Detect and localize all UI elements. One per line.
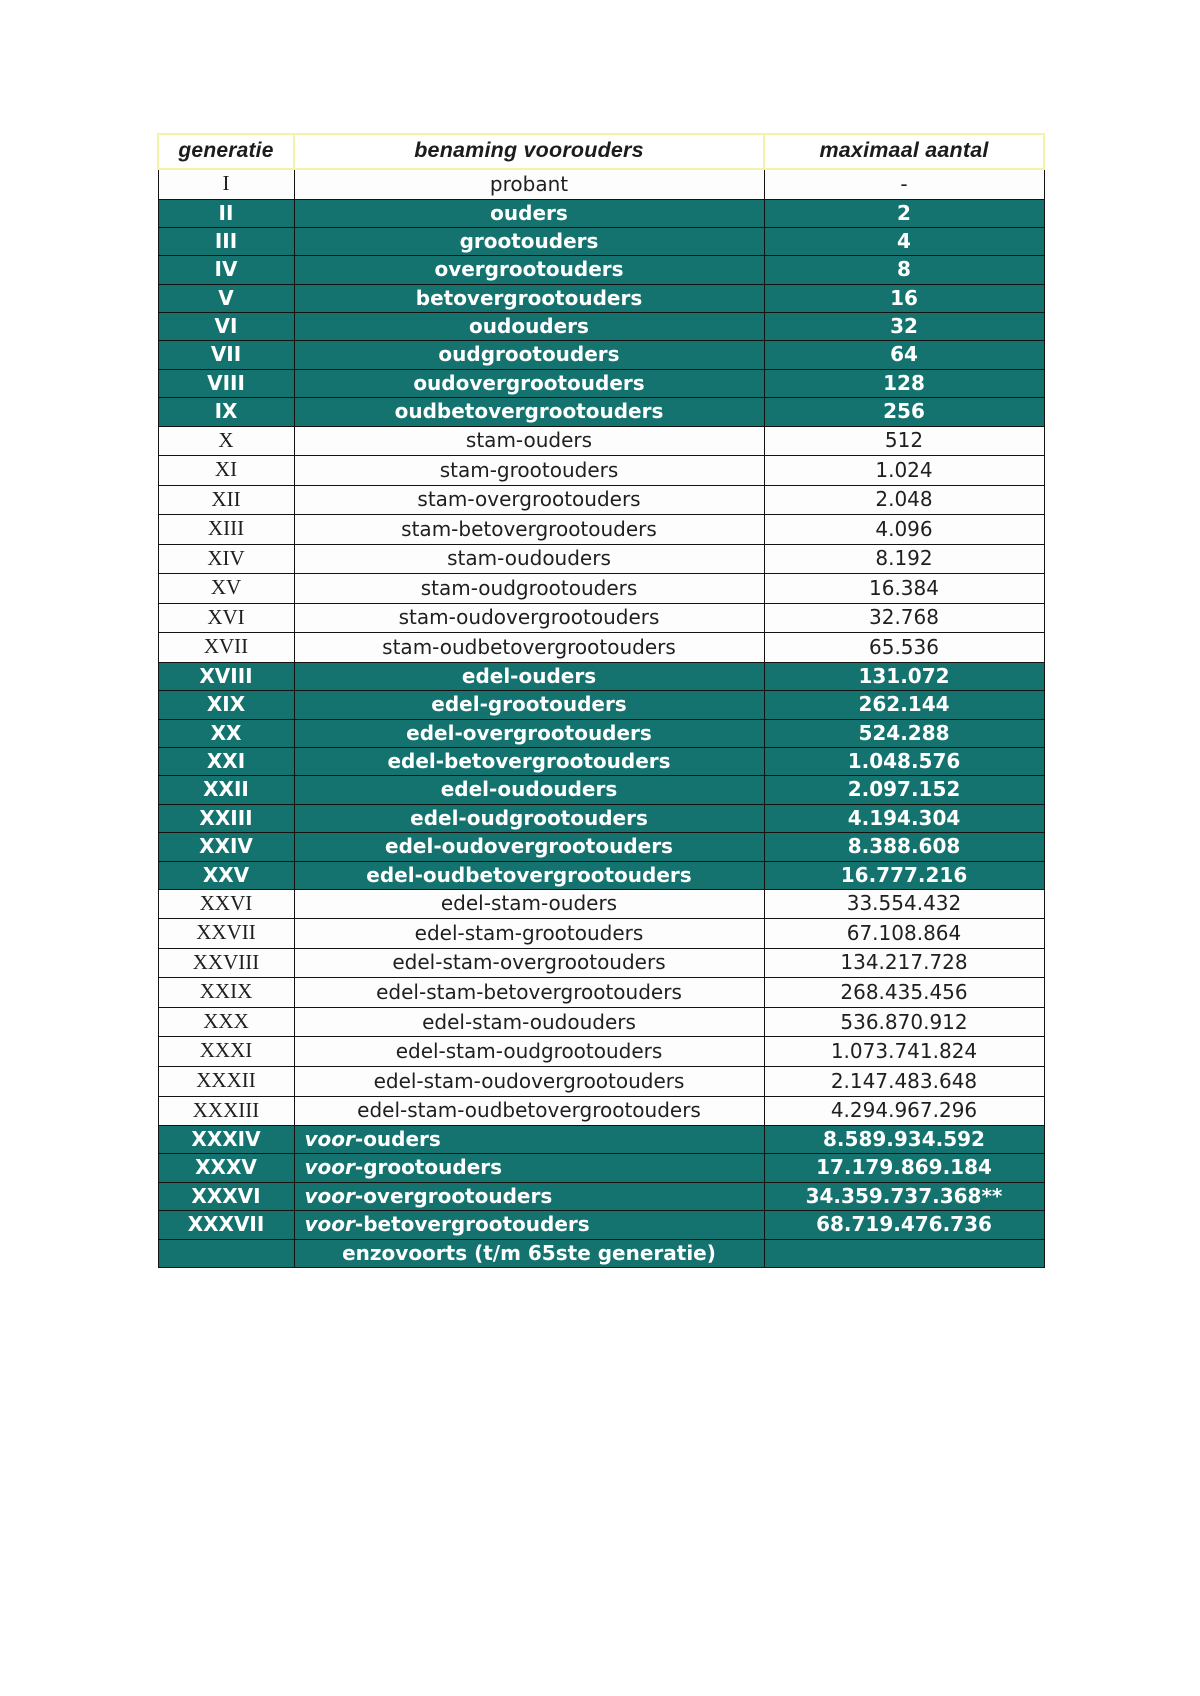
cell-generatie: VI: [158, 313, 294, 341]
cell-benaming: edel-stam-oudgrootouders: [294, 1037, 764, 1067]
cell-maximaal-aantal: 16.384: [764, 574, 1044, 604]
cell-maximaal-aantal: [764, 1239, 1044, 1267]
table-row: [158, 426, 1044, 456]
table-row: [158, 574, 1044, 604]
cell-generatie: XVII: [158, 633, 294, 663]
cell-maximaal-aantal: 134.217.728: [764, 948, 1044, 978]
cell-generatie: XXXIV: [158, 1126, 294, 1154]
table-row: [158, 169, 1044, 199]
cell-generatie: XX: [158, 719, 294, 747]
cell-generatie: XXV: [158, 861, 294, 889]
table-row: [158, 199, 1044, 227]
benaming-italic-prefix: voor: [304, 1155, 355, 1180]
cell-generatie: XXVI: [158, 889, 294, 919]
table-row: [158, 662, 1044, 690]
table-row: [158, 833, 1044, 861]
cell-generatie: XXXVII: [158, 1211, 294, 1239]
cell-benaming: edel-stam-grootouders: [294, 919, 764, 949]
column-header-generatie: generatie: [158, 134, 294, 169]
cell-generatie: XII: [158, 485, 294, 515]
cell-maximaal-aantal: 8: [764, 256, 1044, 284]
cell-generatie: XIX: [158, 691, 294, 719]
cell-generatie: XXIII: [158, 804, 294, 832]
cell-benaming: stam-oudbetovergrootouders: [294, 633, 764, 663]
table-row: [158, 456, 1044, 486]
cell-benaming: edel-oudgrootouders: [294, 804, 764, 832]
cell-benaming: edel-stam-overgrootouders: [294, 948, 764, 978]
cell-maximaal-aantal: 17.179.869.184: [764, 1154, 1044, 1182]
cell-generatie: XVI: [158, 603, 294, 633]
cell-maximaal-aantal: 128: [764, 369, 1044, 397]
table-row: [158, 313, 1044, 341]
cell-benaming: oudgrootouders: [294, 341, 764, 369]
cell-maximaal-aantal: 8.589.934.592: [764, 1126, 1044, 1154]
ancestor-generations-table: [157, 133, 1045, 1268]
cell-benaming: edel-oudovergrootouders: [294, 833, 764, 861]
cell-benaming: edel-stam-oudouders: [294, 1007, 764, 1037]
table-row: [158, 398, 1044, 426]
cell-maximaal-aantal: 1.048.576: [764, 747, 1044, 775]
cell-maximaal-aantal: -: [764, 169, 1044, 199]
cell-benaming: edel-betovergrootouders: [294, 747, 764, 775]
cell-benaming: [294, 1182, 764, 1210]
cell-benaming: oudbetovergrootouders: [294, 398, 764, 426]
cell-generatie: III: [158, 227, 294, 255]
cell-maximaal-aantal: 536.870.912: [764, 1007, 1044, 1037]
table-row: [158, 256, 1044, 284]
table-header-row: [158, 134, 1044, 169]
table-row: [158, 1182, 1044, 1210]
ancestor-generations-table-wrapper: [157, 133, 1043, 1268]
table-row: [158, 948, 1044, 978]
table-row: [158, 369, 1044, 397]
table-header: [158, 134, 1044, 169]
table-row: [158, 747, 1044, 775]
cell-benaming: overgrootouders: [294, 256, 764, 284]
table-body: [158, 169, 1044, 1267]
cell-maximaal-aantal: 16: [764, 284, 1044, 312]
cell-generatie: IX: [158, 398, 294, 426]
benaming-italic-prefix: voor: [304, 1183, 355, 1208]
cell-benaming: stam-ouders: [294, 426, 764, 456]
column-header-benaming: benaming voorouders: [294, 134, 764, 169]
cell-generatie: [158, 1239, 294, 1267]
table-row: [158, 1096, 1044, 1126]
cell-benaming: oudovergrootouders: [294, 369, 764, 397]
cell-maximaal-aantal: 8.192: [764, 544, 1044, 574]
cell-maximaal-aantal: 32.768: [764, 603, 1044, 633]
cell-benaming: stam-betovergrootouders: [294, 515, 764, 545]
cell-generatie: XXII: [158, 776, 294, 804]
cell-maximaal-aantal: 4.194.304: [764, 804, 1044, 832]
cell-maximaal-aantal: 8.388.608: [764, 833, 1044, 861]
cell-generatie: VIII: [158, 369, 294, 397]
table-row: [158, 719, 1044, 747]
cell-benaming: [294, 1211, 764, 1239]
table-row: [158, 1037, 1044, 1067]
cell-maximaal-aantal: 34.359.737.368**: [764, 1182, 1044, 1210]
benaming-suffix: -ouders: [354, 1127, 441, 1152]
cell-generatie: XXXII: [158, 1066, 294, 1096]
cell-maximaal-aantal: 16.777.216: [764, 861, 1044, 889]
cell-benaming: stam-oudgrootouders: [294, 574, 764, 604]
cell-maximaal-aantal: 65.536: [764, 633, 1044, 663]
cell-benaming: ouders: [294, 199, 764, 227]
cell-generatie: XIII: [158, 515, 294, 545]
table-row: [158, 603, 1044, 633]
cell-generatie: XIV: [158, 544, 294, 574]
table-row: [158, 1007, 1044, 1037]
cell-benaming: [294, 1154, 764, 1182]
cell-maximaal-aantal: 32: [764, 313, 1044, 341]
cell-benaming: edel-grootouders: [294, 691, 764, 719]
cell-benaming: edel-ouders: [294, 662, 764, 690]
cell-generatie: XV: [158, 574, 294, 604]
cell-maximaal-aantal: 64: [764, 341, 1044, 369]
cell-generatie: X: [158, 426, 294, 456]
cell-benaming: oudouders: [294, 313, 764, 341]
cell-generatie: XI: [158, 456, 294, 486]
cell-benaming: edel-stam-oudbetovergrootouders: [294, 1096, 764, 1126]
table-row: [158, 1066, 1044, 1096]
cell-generatie: XXVII: [158, 919, 294, 949]
cell-generatie: II: [158, 199, 294, 227]
cell-maximaal-aantal: 2: [764, 199, 1044, 227]
cell-maximaal-aantal: 2.097.152: [764, 776, 1044, 804]
table-row: [158, 515, 1044, 545]
cell-maximaal-aantal: 2.048: [764, 485, 1044, 515]
cell-maximaal-aantal: 67.108.864: [764, 919, 1044, 949]
cell-benaming: edel-oudbetovergrootouders: [294, 861, 764, 889]
cell-benaming: edel-stam-oudovergrootouders: [294, 1066, 764, 1096]
cell-generatie: XXI: [158, 747, 294, 775]
table-row: [158, 1239, 1044, 1267]
table-row: [158, 1154, 1044, 1182]
cell-maximaal-aantal: 268.435.456: [764, 978, 1044, 1008]
table-row: [158, 633, 1044, 663]
cell-benaming: grootouders: [294, 227, 764, 255]
cell-maximaal-aantal: 4.096: [764, 515, 1044, 545]
benaming-italic-prefix: voor: [304, 1212, 355, 1237]
cell-benaming: stam-grootouders: [294, 456, 764, 486]
cell-benaming: stam-oudouders: [294, 544, 764, 574]
table-row: [158, 284, 1044, 312]
column-header-maximaal: maximaal aantal: [764, 134, 1044, 169]
cell-generatie: XXXV: [158, 1154, 294, 1182]
table-row: [158, 861, 1044, 889]
cell-generatie: VII: [158, 341, 294, 369]
cell-maximaal-aantal: 256: [764, 398, 1044, 426]
benaming-suffix: -overgrootouders: [354, 1183, 553, 1208]
table-row: [158, 978, 1044, 1008]
cell-generatie: V: [158, 284, 294, 312]
table-row: [158, 544, 1044, 574]
cell-benaming: [294, 1126, 764, 1154]
cell-maximaal-aantal: 33.554.432: [764, 889, 1044, 919]
benaming-suffix: -grootouders: [354, 1155, 503, 1180]
cell-maximaal-aantal: 2.147.483.648: [764, 1066, 1044, 1096]
cell-maximaal-aantal: 131.072: [764, 662, 1044, 690]
benaming-suffix: -betovergrootouders: [354, 1212, 590, 1237]
cell-generatie: XXIX: [158, 978, 294, 1008]
cell-benaming: probant: [294, 169, 764, 199]
cell-maximaal-aantal: 524.288: [764, 719, 1044, 747]
cell-maximaal-aantal: 512: [764, 426, 1044, 456]
cell-maximaal-aantal: 1.024: [764, 456, 1044, 486]
cell-benaming: stam-oudovergrootouders: [294, 603, 764, 633]
cell-maximaal-aantal: 4.294.967.296: [764, 1096, 1044, 1126]
table-row: [158, 889, 1044, 919]
cell-benaming: stam-overgrootouders: [294, 485, 764, 515]
cell-maximaal-aantal: 1.073.741.824: [764, 1037, 1044, 1067]
cell-generatie: IV: [158, 256, 294, 284]
cell-benaming: edel-oudouders: [294, 776, 764, 804]
cell-benaming: edel-stam-ouders: [294, 889, 764, 919]
cell-generatie: XXXIII: [158, 1096, 294, 1126]
table-row: [158, 776, 1044, 804]
cell-generatie: XVIII: [158, 662, 294, 690]
cell-generatie: XXIV: [158, 833, 294, 861]
cell-benaming: edel-stam-betovergrootouders: [294, 978, 764, 1008]
cell-benaming: betovergrootouders: [294, 284, 764, 312]
benaming-italic-prefix: voor: [304, 1127, 355, 1152]
cell-generatie: XXXVI: [158, 1182, 294, 1210]
cell-generatie: XXVIII: [158, 948, 294, 978]
cell-generatie: I: [158, 169, 294, 199]
cell-maximaal-aantal: 68.719.476.736: [764, 1211, 1044, 1239]
cell-benaming: enzovoorts (t/m 65ste generatie): [294, 1239, 764, 1267]
table-row: [158, 919, 1044, 949]
table-row: [158, 804, 1044, 832]
cell-maximaal-aantal: 262.144: [764, 691, 1044, 719]
table-row: [158, 227, 1044, 255]
cell-benaming: edel-overgrootouders: [294, 719, 764, 747]
table-row: [158, 341, 1044, 369]
cell-maximaal-aantal: 4: [764, 227, 1044, 255]
table-row: [158, 1211, 1044, 1239]
cell-generatie: XXXI: [158, 1037, 294, 1067]
table-row: [158, 485, 1044, 515]
table-row: [158, 691, 1044, 719]
table-row: [158, 1126, 1044, 1154]
cell-generatie: XXX: [158, 1007, 294, 1037]
